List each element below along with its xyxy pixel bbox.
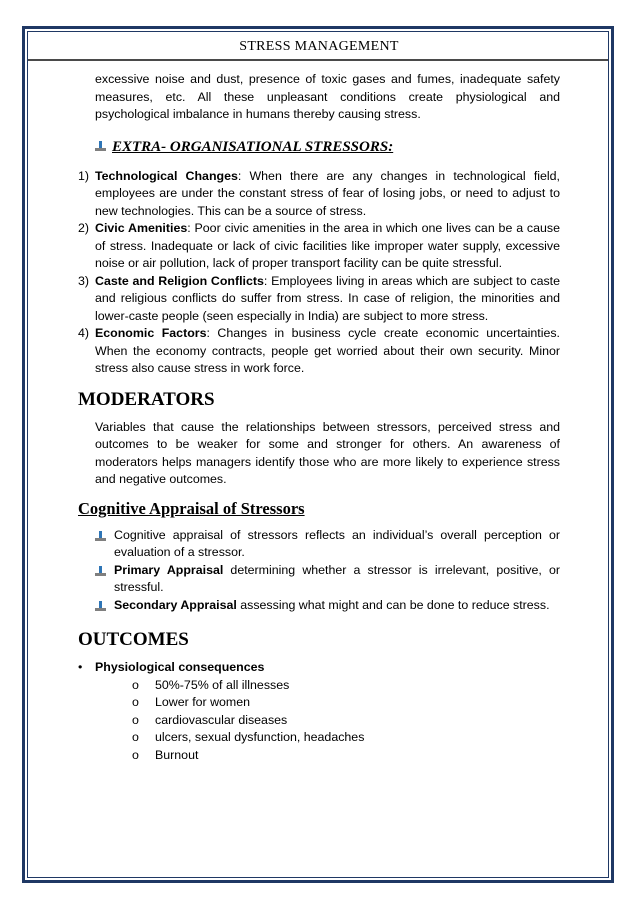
list-item-text xyxy=(95,273,560,326)
list-item xyxy=(132,712,560,730)
list-item-term: Economic Factors xyxy=(95,326,207,340)
moderators-paragraph: Variables that cause the relationships between stressors, perceived stress and outcomes to be weaker for some and stronger for others. An awareness of moderators helps managers identify those who are more likely to experience stress and negative outcomes. xyxy=(95,419,560,486)
cognitive-list xyxy=(95,527,560,617)
cognitive-heading: Cognitive Appraisal of Stressors xyxy=(78,498,305,518)
extra-org-heading-text: EXTRA- ORGANISATIONAL STRESSORS: xyxy=(112,138,394,155)
moderators-heading: MODERATORS xyxy=(78,388,215,410)
list-item-desc: assessing what might and can be done to reduce stress. xyxy=(236,597,550,612)
circle-bullet-icon: o xyxy=(132,695,139,709)
bullet-dot-icon: • xyxy=(78,660,83,674)
arrow-bullet-icon xyxy=(95,141,106,151)
list-item-desc: : Changes in business cycle create economic uncertainties. When the economy contracts, people get worried about their own security. Minor stress also cause stress in work force. xyxy=(95,326,560,375)
list-item xyxy=(78,220,560,273)
outcomes-heading: OUTCOMES xyxy=(78,629,189,650)
list-item-text: Lower for women xyxy=(155,695,251,709)
list-item-text xyxy=(114,562,560,597)
arrow-bullet-icon xyxy=(95,601,106,611)
list-item-text: 50%-75% of all illnesses xyxy=(155,677,290,692)
list-item xyxy=(132,677,560,695)
list-item-text xyxy=(95,220,560,273)
list-item xyxy=(95,527,560,562)
list-item-term: Technological Changes xyxy=(95,168,238,183)
list-item-desc: : Poor civic amenities in the area in which one lives can be a cause of stress. Inadequate or lack of civic facilities like improper water supply, excessive noise or air pollution, lack of proper transport facility can be quite stressful. xyxy=(95,221,560,270)
list-item xyxy=(132,747,560,765)
list-item-text xyxy=(95,325,560,378)
intro-paragraph: excessive noise and dust, presence of toxic gases and fumes, inadequate safety measures, etc. All these unpleasant conditions create physiological and psychological imbalance in humans thereby causing stress. xyxy=(95,72,560,121)
circle-bullet-icon: o xyxy=(132,747,139,762)
circle-bullet-icon: o xyxy=(132,730,139,744)
list-item-text: Burnout xyxy=(155,747,199,762)
list-item-desc: determining whether a stressor is irrelevant, positive, or stressful. xyxy=(114,562,560,594)
list-item xyxy=(78,273,560,326)
list-item-text: cardiovascular diseases xyxy=(155,712,288,727)
list-item-text xyxy=(114,597,560,617)
list-item-term: Civic Amenities xyxy=(95,221,188,235)
outcomes-main-label: Physiological consequences xyxy=(95,660,265,674)
list-item-text xyxy=(95,168,560,221)
page-header-title: STRESS MANAGEMENT xyxy=(239,39,399,54)
outcomes-main-item xyxy=(78,659,560,677)
list-item xyxy=(95,562,560,597)
extra-org-list xyxy=(78,168,560,378)
list-number: 1) xyxy=(78,168,90,183)
outcomes-sub-list xyxy=(132,677,560,765)
list-number: 3) xyxy=(78,273,90,288)
list-item xyxy=(78,168,560,221)
arrow-bullet-icon xyxy=(95,566,106,576)
list-item-term: Secondary Appraisal xyxy=(114,597,237,612)
arrow-bullet-icon xyxy=(95,531,106,541)
list-item-desc: Cognitive appraisal of stressors reflects an individual’s overall perception or evaluation of a stressor. xyxy=(114,527,560,559)
circle-bullet-icon: o xyxy=(132,677,139,692)
extra-org-heading xyxy=(95,136,560,158)
list-item-desc: : When there are any changes in technological field, employees are under the constant stress of fear of losing jobs, or need to adjust to new technologies. This can be a source of stress. xyxy=(95,168,560,218)
list-number: 2) xyxy=(78,221,90,235)
header-rule xyxy=(28,59,608,61)
list-item-term: Primary Appraisal xyxy=(114,562,224,577)
list-item xyxy=(132,729,560,747)
list-item xyxy=(132,694,560,712)
list-item xyxy=(78,325,560,378)
list-number: 4) xyxy=(78,326,90,340)
list-item-term: Caste and Religion Conflicts xyxy=(95,273,264,288)
list-item-text: ulcers, sexual dysfunction, headaches xyxy=(155,730,365,744)
list-item-desc: : Employees living in areas which are subject to caste and religious conflicts do suffer from stress. In case of religion, the minorities and lower-caste people (seen especially in India) are subject to more stress. xyxy=(95,273,560,323)
list-item xyxy=(95,597,560,617)
list-item-text xyxy=(114,527,560,562)
document-body xyxy=(78,71,560,764)
circle-bullet-icon: o xyxy=(132,712,139,727)
